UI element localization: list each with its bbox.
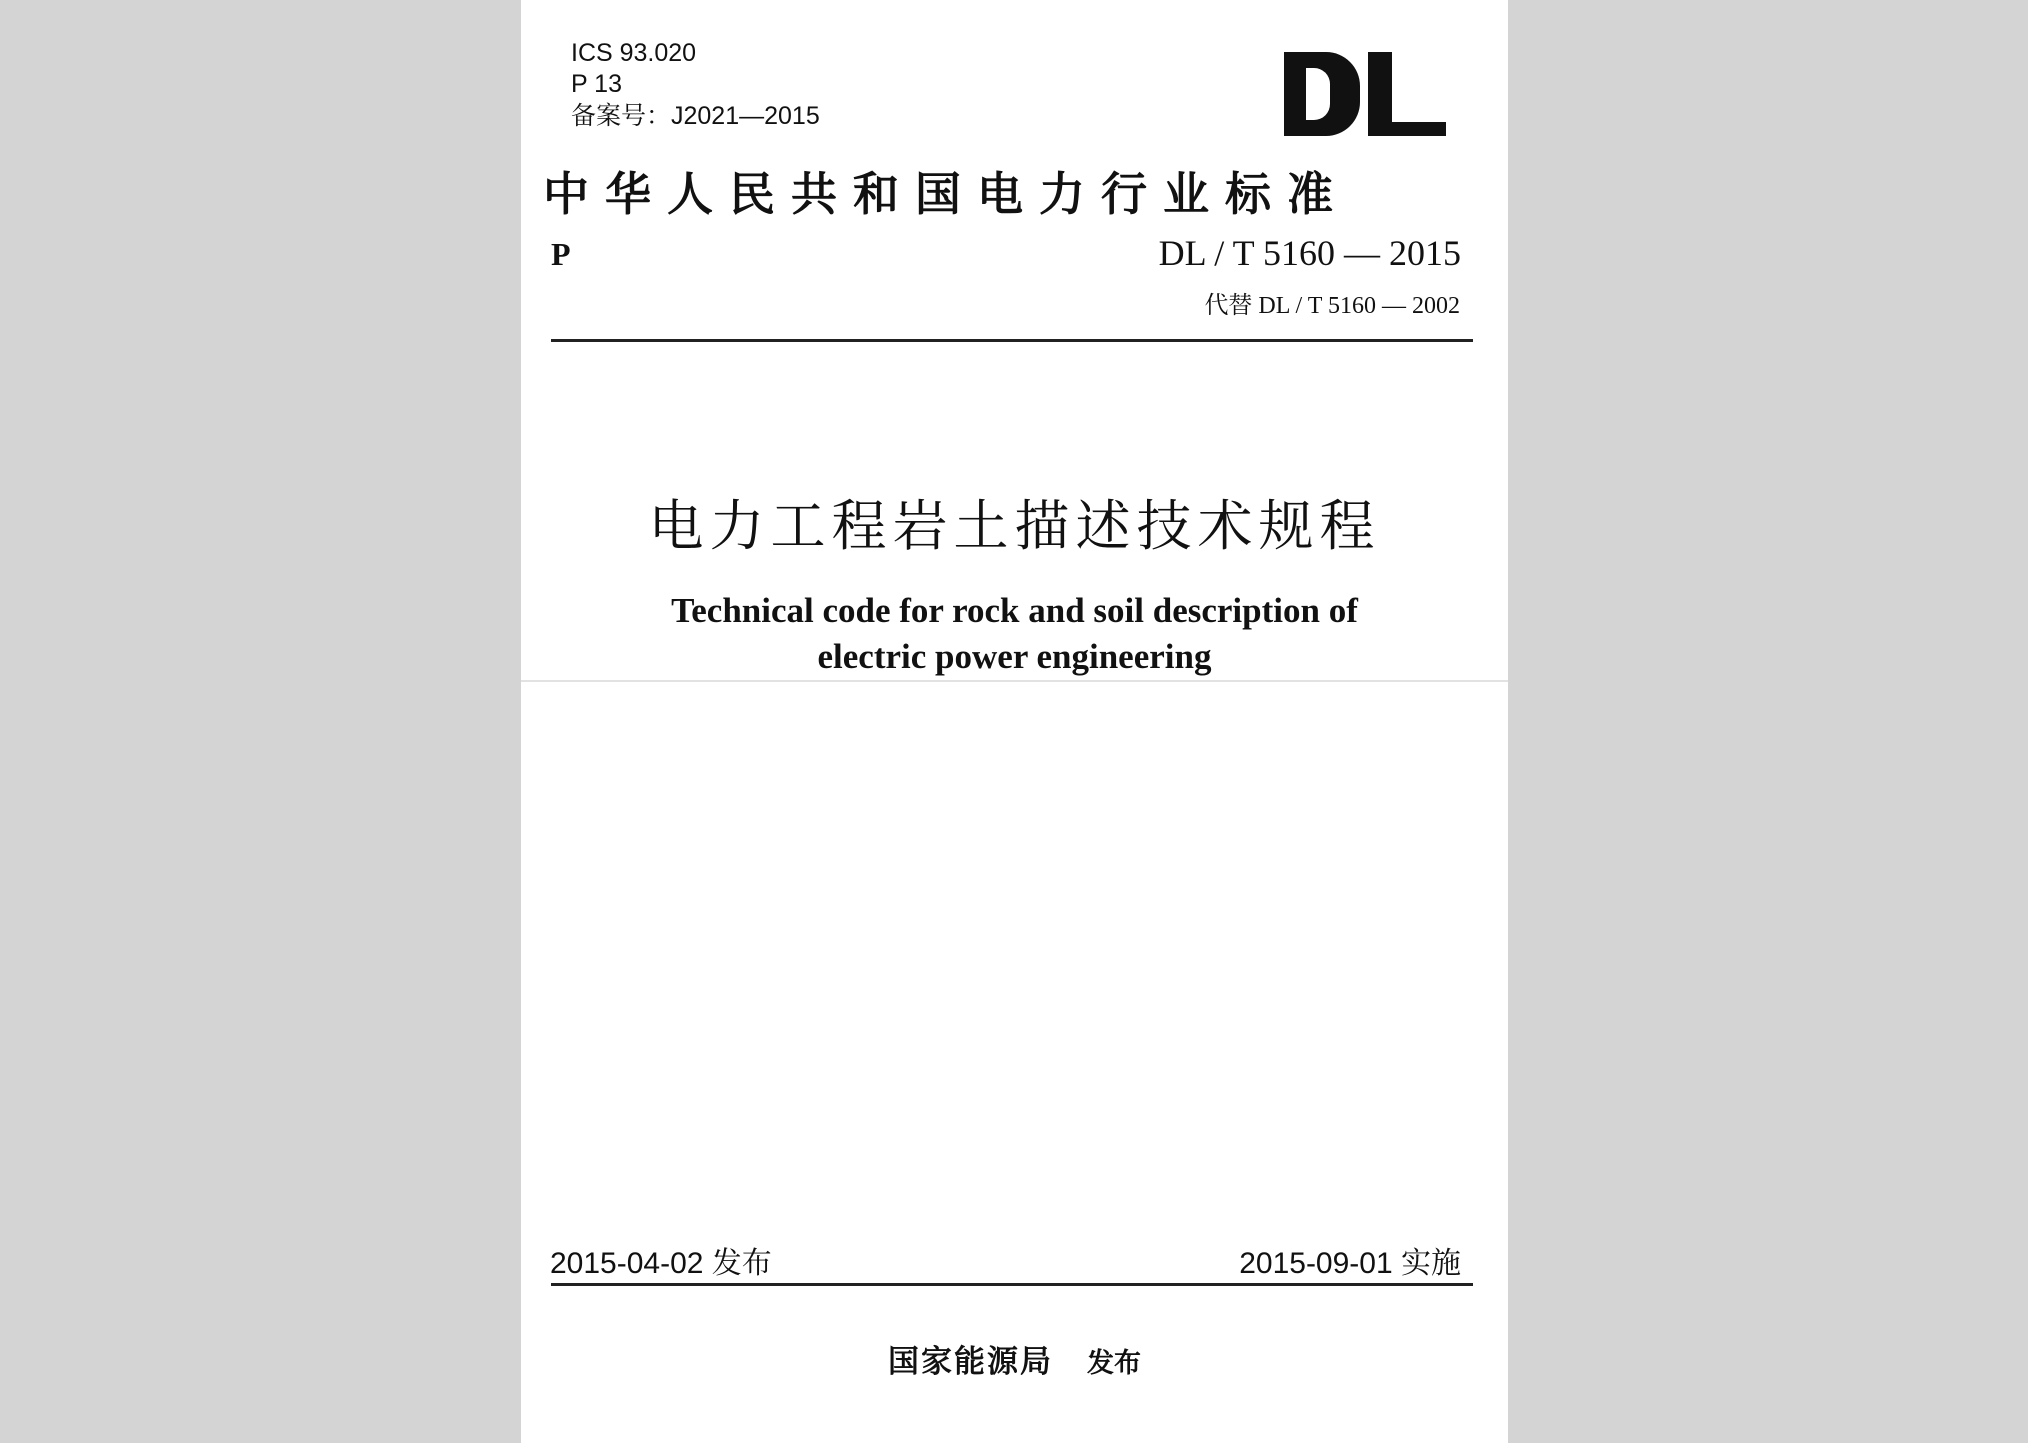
page-fold-line [521, 680, 1508, 682]
logo-letter-l [1368, 52, 1446, 136]
header-divider [551, 339, 1473, 342]
issuer-verb: 发布 [1087, 1348, 1141, 1378]
replaces-standard: 代替 DL / T 5160 — 2002 [1204, 293, 1460, 319]
standard-number: DL / T 5160 — 2015 [1158, 233, 1461, 273]
footer-divider [551, 1283, 1473, 1286]
issuer-name: 国家能源局 [888, 1344, 1053, 1379]
category-code: P [551, 236, 571, 272]
issue-date: 2015-04-02 发布 [550, 1247, 772, 1280]
issuer-line [521, 1336, 1508, 1381]
ics-code: ICS 93.020 [571, 39, 697, 67]
document-title-en-line2: electric power engineering [817, 637, 1212, 676]
dl-logo [1284, 52, 1446, 136]
effective-date: 2015-09-01 实施 [1239, 1247, 1461, 1280]
logo-letter-d [1284, 52, 1360, 136]
document-title-en-line1: Technical code for rock and soil description of [671, 591, 1358, 630]
standard-cover-page [521, 0, 1508, 1443]
ccs-code: P 13 [571, 70, 622, 98]
industry-standard-title: 中华人民共和国电力行业标准 [543, 167, 1349, 221]
record-number: 备案号：J2021—2015 [571, 102, 820, 130]
document-title-cn: 电力工程岩土描述技术规程 [648, 494, 1381, 558]
